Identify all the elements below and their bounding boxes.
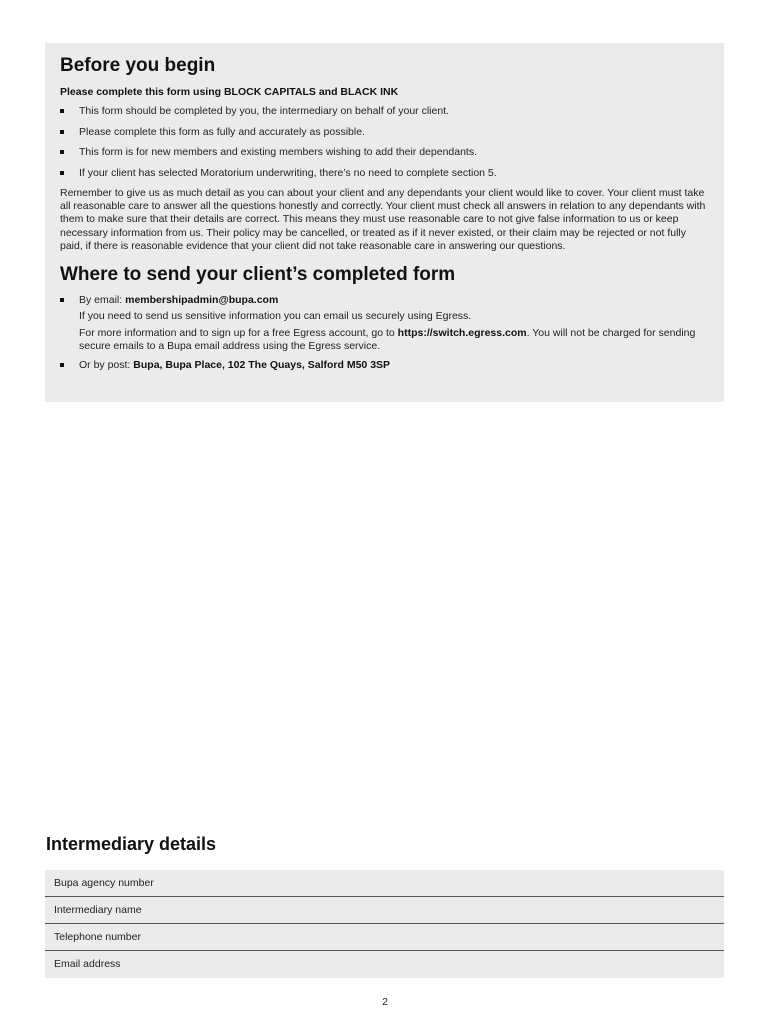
intermediary-details-heading: Intermediary details xyxy=(46,834,217,854)
email-prefix: By email: xyxy=(79,293,126,306)
list-item: Please complete this form as fully and accurately as possible. xyxy=(60,126,709,139)
email-address-link[interactable]: membershipadmin@bupa.com xyxy=(125,293,279,306)
intermediary-details-table xyxy=(45,870,724,978)
secure-email-note: If you need to send us sensitive information you can email us securely using Egress. xyxy=(79,309,472,322)
list-item: This form should be completed by you, the intermediary on behalf of your client. xyxy=(60,105,709,118)
email-address-field[interactable]: Email address xyxy=(45,951,724,978)
egress-note xyxy=(79,327,709,353)
email-method-item xyxy=(60,294,709,353)
block-capitals-instruction: Please complete this form using BLOCK CAPITALS and BLACK INK xyxy=(60,86,399,98)
send-methods-list xyxy=(60,294,709,372)
where-to-send-heading: Where to send your client’s completed form xyxy=(60,263,456,285)
post-address: Bupa, Bupa Place, 102 The Quays, Salford M50 3SP xyxy=(133,358,391,371)
post-method-item xyxy=(60,359,709,372)
before-you-begin-list xyxy=(60,105,709,180)
intermediary-name-field[interactable]: Intermediary name xyxy=(45,897,724,924)
page-number: 2 xyxy=(382,996,388,1008)
telephone-number-field[interactable]: Telephone number xyxy=(45,924,724,951)
list-item: If your client has selected Moratorium underwriting, there’s no need to complete section 5. xyxy=(60,167,709,180)
before-you-begin-panel xyxy=(45,43,724,402)
list-item: This form is for new members and existing members wishing to add their dependants. xyxy=(60,146,709,159)
egress-url-link[interactable]: https://switch.egress.com xyxy=(397,326,527,339)
agency-number-field[interactable]: Bupa agency number xyxy=(45,870,724,897)
egress-suffix: . You will not be charged for sending secure emails to a Bupa email address using the Egress service. xyxy=(79,326,696,352)
reasonable-care-paragraph: Remember to give us as much detail as you can about your client and any dependants your client would like to cover. Your client must take all reasonable care to answer all the questions honestly and correctly. Your client must check all answers in relation to any dependants with them to make sure that their details are correct. This means they must use reasonable care to not give false information to us or keep necessary information from us. Their policy may be cancelled, or treated as if it never existed, or their claim may be rejected or not fully paid, if there is reasonable evidence that your client did not take reasonable care in answering our questions. xyxy=(60,187,706,252)
egress-prefix: For more information and to sign up for a free Egress account, go to xyxy=(79,326,398,339)
before-you-begin-heading: Before you begin xyxy=(60,55,216,76)
post-prefix: Or by post: xyxy=(79,358,134,371)
